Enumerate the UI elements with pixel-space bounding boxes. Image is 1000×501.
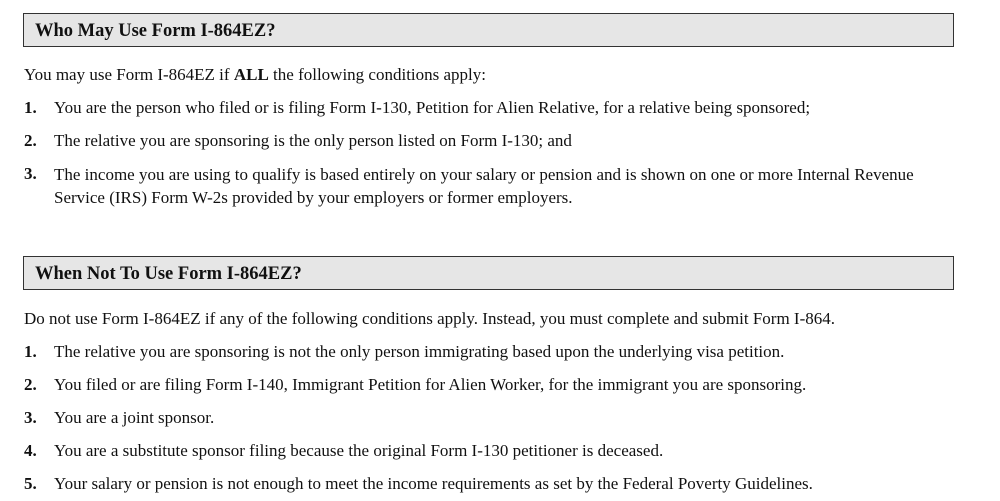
list-item (24, 407, 964, 429)
list-item-text: Your salary or pension is not enough to meet the income requirements as set by the Federal Poverty Guidelines. (54, 474, 813, 493)
list-item-number: 3. (24, 164, 37, 183)
list-item-text: You filed or are filing Form I-140, Immigrant Petition for Alien Worker, for the immigrant you are sponsoring. (54, 375, 807, 394)
list-item-number: 4. (24, 441, 37, 460)
list-item (24, 97, 964, 119)
list-item-text: You are a joint sponsor. (54, 408, 215, 427)
list-item-text: You are a substitute sponsor filing because the original Form I-130 petitioner is deceased. (54, 441, 664, 460)
list-item-number: 2. (24, 375, 37, 394)
list-item-text: The relative you are sponsoring is the only person listed on Form I-130; and (54, 131, 572, 150)
list-item-number: 1. (24, 98, 37, 117)
intro-text-after: the following conditions apply: (268, 65, 486, 84)
list-item (24, 163, 964, 209)
section-title: Who May Use Form I-864EZ? (35, 21, 276, 41)
section-intro (24, 64, 486, 85)
intro-text-before: You may use Form I-864EZ if (24, 65, 234, 84)
intro-text-bold: ALL (233, 65, 269, 84)
list-item (24, 473, 964, 495)
list-item-number: 5. (24, 474, 37, 493)
section-header-when-not-to-use (23, 256, 954, 290)
list-item (24, 130, 964, 152)
list-item-number: 3. (24, 408, 37, 427)
section-title: When Not To Use Form I-864EZ? (35, 264, 302, 284)
list-item-text: You are the person who filed or is filing Form I-130, Petition for Alien Relative, for a relative being sponsored; (54, 98, 811, 117)
list-item (24, 374, 964, 396)
list-item-number: 2. (24, 131, 37, 150)
list-item-text: The relative you are sponsoring is not the only person immigrating based upon the underlying visa petition. (54, 342, 785, 361)
list-item (24, 440, 964, 462)
list-item-text: The income you are using to qualify is based entirely on your salary or pension and is shown on one or more Internal Revenue Service (IRS) Form W-2s provided by your employers or former employers. (54, 165, 914, 207)
section-header-who-may-use (23, 13, 954, 47)
list-item (24, 341, 964, 363)
list-item-number: 1. (24, 342, 37, 361)
section-intro: Do not use Form I-864EZ if any of the following conditions apply. Instead, you must complete and submit Form I-864. (24, 309, 836, 328)
